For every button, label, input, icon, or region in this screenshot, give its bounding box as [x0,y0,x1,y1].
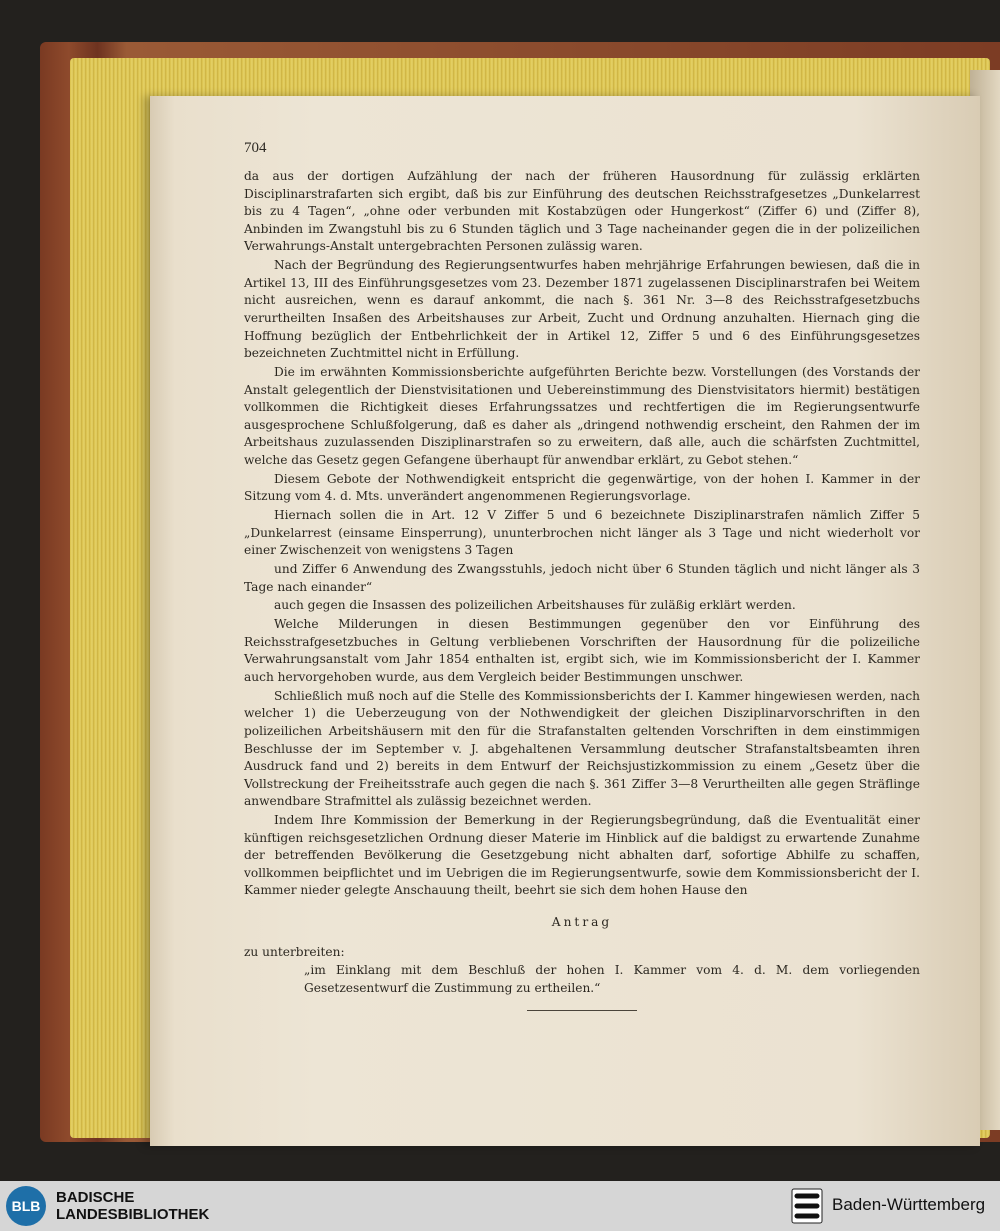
closing-intro: zu unterbreiten: [244,944,345,959]
paragraph-6: und Ziffer 6 Anwendung des Zwangsstuhls, jedoch nicht über 6 Stunden täglich und nicht länger als 3 Tage nach einander“ [244,562,920,594]
blb-name-line1: BADISCHE [56,1189,135,1206]
paragraph-7: auch gegen die Insassen des polizeilichen Arbeitshauses für zuläßig erklärt werden. [274,598,796,613]
closing-rule [527,1010,637,1011]
blb-logo-icon[interactable]: BLB [6,1186,46,1226]
paragraph-10: Indem Ihre Kommission der Bemerkung in der Regierungsbegründung, daß die Eventualität einer künftigen reichsgesetzlichen Ordnung dieser Materie im Hinblick auf die baldigst zu erwartende Zunahme der betreffenden Bevölkerung die Gesetzgebung nicht abhalten darf, sofortige Abhilfe zu schaffen, vollkommen beipflichtet und im Uebrigen die im Regierungsentwurfe, sowie dem Kommissionsbericht der I. Kammer nieder gelegte Anschauung theilt, beehrt sie sich dem hohen Hause den [244,813,920,898]
paragraph-4: Diesem Gebote der Nothwendigkeit entspricht die gegenwärtige, von der hohen I. Kammer in der Sitzung vom 4. d. Mts. unverändert angenommenen Regierungsvorlage. [244,471,920,504]
paragraph-8: Welche Milderungen in diesen Bestimmungen gegenüber den vor Einführung des Reichsstrafgesetzbuches in Geltung verbliebenen Vorschriften der Hausordnung für die polizeiliche Verwahrungsanstalt vom Jahr 1854 enthalten ist, ergibt sich, wie im Kommissionsbericht der I. Kammer auch hervorgehoben wurde, aus dem Vergleich beider Bestimmungen unschwer. [244,617,920,684]
blb-name-line2: LANDESBIBLIOTHEK [56,1206,210,1223]
heading-antrag: Antrag [551,915,613,930]
paragraph-3: Die im erwähnten Kommissionsberichte aufgeführten Berichte bezw. Vorstellungen (des Vorstands der Anstalt gelegentlich der Dienstvisitationen und Uebereinstimmung des Dienstvisitators hiermit) bestätigen vollkommen die Richtigkeit dieses Erfahrungssatzes und rechtfertigen die im Regierungsentwurfe ausgesprochene Schlußfolgerung, daß es daher als „dringend nothwendig erscheint, den Rahmen der im Arbeitshaus zuzulassenden Disziplinarstrafen so zu erweitern, daß alle, auch die schärfsten Zuchtmittel, welche das Gesetz gegen Gefangene überhaupt für anwendbar erklärt, zu Gebot stehen.“ [244,364,920,467]
page-text [244,168,920,1011]
three-lions-crest-icon [790,1187,824,1225]
bw-name[interactable]: Baden-Württemberg [832,1195,986,1214]
paragraph-1: da aus der dortigen Aufzählung der nach der früheren Hausordnung für zulässig erklärten Disciplinarstrafarten sich ergibt, daß bis zur Einführung des deutschen Reichsstrafgesetzes „Dunkelarrest bis zu 4 Tagen“, „ohne oder verbunden mit Kostabzügen oder Hungerkost“ (Ziffer 6) und (Ziffer 8), Anbinden im Zwangstuhl bis zu 6 Stunden täglich und 3 Tage nacheinander gegen die in der polizeilichen Verwahrungs-Anstalt untergebrachten Personen zulässig waren. [244,169,920,254]
footer-bar [0,1181,1000,1231]
paragraph-2: Nach der Begründung des Regierungsentwurfes haben mehrjährige Erfahrungen bewiesen, daß die in Artikel 13, III des Einführungsgesetzes vom 23. Dezember 1871 zugelassenen Disciplinarstrafen bei Weitem nicht ausreichen, wenn es darauf ankommt, die nach §. 361 Nr. 3—8 des Reichsstrafgesetzbuchs verurtheilten Insaßen des Arbeitshauses zur Arbeit, Zucht und Ordnung anzuhalten. Hiernach ging die Hoffnung bezüglich der Entbehrlichkeit der in Artikel 12, Ziffer 5 und 6 des Einführungsgesetzes bezeichneten Zuchtmittel nicht in Erfüllung. [244,258,920,361]
paragraph-5: Hiernach sollen die in Art. 12 V Ziffer 5 und 6 bezeichnete Disziplinarstrafen nämlich Ziffer 5 „Dunkelarrest (einsame Einsperrung), ununterbrochen nicht länger als 3 Tage und nicht wiederholt vor einer Zwischenzeit von wenigstens 3 Tagen [244,508,920,558]
page-number: 704 [244,140,267,156]
motion-quote: „im Einklang mit dem Beschluß der hohen I. Kammer vom 4. d. M. dem vorliegenden Gesetzesentwurf die Zustimmung zu ertheilen.“ [304,963,920,995]
blb-name[interactable] [56,1189,209,1223]
paragraph-9: Schließlich muß noch auf die Stelle des Kommissionsberichts der I. Kammer hingewiesen werden, nach welcher 1) die Ueberzeugung von der Nothwendigkeit der gleichen Disziplinarvorschriften in den polizeilichen Arbeitshäusern mit den für die Strafanstalten geltenden Vorschriften in dem einstimmigen Beschlusse der im September v. J. abgehaltenen Versammlung deutscher Strafanstaltsbeamten ihren Ausdruck fand und 2) bereits in dem Entwurf der Reichsjustizkommission zu einem „Gesetz über die Vollstreckung der Freiheitsstrafe auch gegen die nach §. 361 Ziffer 3—8 Verurtheilten alle gegen Sträflinge anwendbare Strafmittel als zulässig bezeichnet werden. [244,688,920,809]
